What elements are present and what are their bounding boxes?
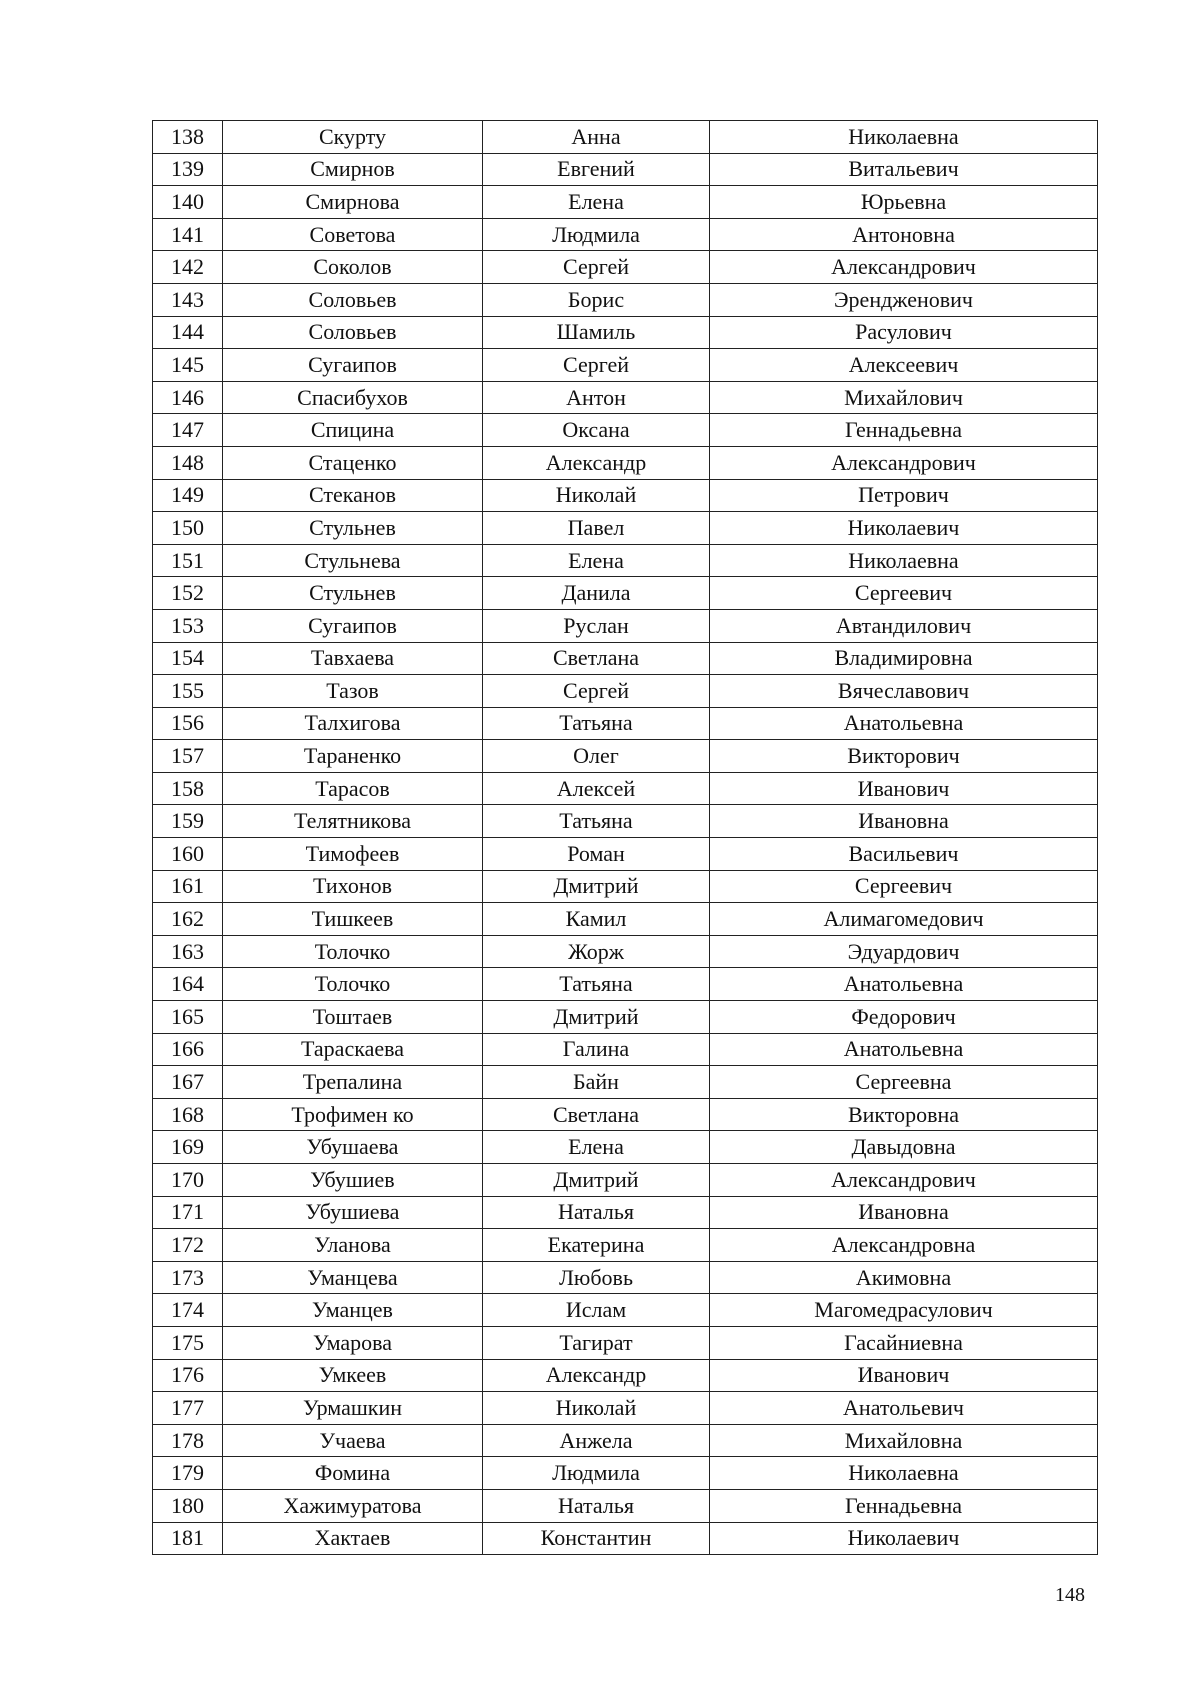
first-name-cell: Евгений — [483, 153, 710, 186]
patronymic-cell: Расулович — [710, 316, 1098, 349]
patronymic-cell: Сергеевич — [710, 577, 1098, 610]
patronymic-cell: Эрендженович — [710, 283, 1098, 316]
first-name-cell: Ислам — [483, 1294, 710, 1327]
first-name-cell: Татьяна — [483, 707, 710, 740]
first-name-cell: Наталья — [483, 1196, 710, 1229]
last-name-cell: Спасибухов — [223, 381, 483, 414]
table-row — [153, 316, 1098, 349]
row-number-cell: 177 — [153, 1392, 223, 1425]
last-name-cell: Тоштаев — [223, 1001, 483, 1034]
first-name-cell: Байн — [483, 1066, 710, 1099]
last-name-cell: Телятникова — [223, 805, 483, 838]
row-number-cell: 181 — [153, 1522, 223, 1555]
first-name-cell: Александр — [483, 1359, 710, 1392]
row-number-cell: 140 — [153, 186, 223, 219]
first-name-cell: Камил — [483, 903, 710, 936]
row-number-cell: 159 — [153, 805, 223, 838]
first-name-cell: Сергей — [483, 349, 710, 382]
patronymic-cell: Викторович — [710, 740, 1098, 773]
last-name-cell: Смирнов — [223, 153, 483, 186]
row-number-cell: 171 — [153, 1196, 223, 1229]
patronymic-cell: Геннадьевна — [710, 414, 1098, 447]
first-name-cell: Елена — [483, 1131, 710, 1164]
last-name-cell: Сугаипов — [223, 349, 483, 382]
last-name-cell: Умкеев — [223, 1359, 483, 1392]
last-name-cell: Уманцева — [223, 1261, 483, 1294]
first-name-cell: Татьяна — [483, 805, 710, 838]
first-name-cell: Сергей — [483, 675, 710, 708]
row-number-cell: 170 — [153, 1164, 223, 1197]
table-row — [153, 479, 1098, 512]
table-row — [153, 1066, 1098, 1099]
first-name-cell: Дмитрий — [483, 1164, 710, 1197]
last-name-cell: Талхигова — [223, 707, 483, 740]
first-name-cell: Роман — [483, 838, 710, 871]
first-name-cell: Сергей — [483, 251, 710, 284]
last-name-cell: Толочко — [223, 968, 483, 1001]
patronymic-cell: Анатольевна — [710, 707, 1098, 740]
last-name-cell: Тишкеев — [223, 903, 483, 936]
row-number-cell: 147 — [153, 414, 223, 447]
table-row — [153, 1229, 1098, 1262]
last-name-cell: Трофимен ко — [223, 1098, 483, 1131]
first-name-cell: Антон — [483, 381, 710, 414]
table-row — [153, 414, 1098, 447]
patronymic-cell: Ивановна — [710, 1196, 1098, 1229]
last-name-cell: Хажимуратова — [223, 1489, 483, 1522]
row-number-cell: 161 — [153, 870, 223, 903]
table-row — [153, 609, 1098, 642]
last-name-cell: Советова — [223, 218, 483, 251]
row-number-cell: 151 — [153, 544, 223, 577]
patronymic-cell: Владимировна — [710, 642, 1098, 675]
last-name-cell: Тараскаева — [223, 1033, 483, 1066]
row-number-cell: 139 — [153, 153, 223, 186]
patronymic-cell: Акимовна — [710, 1261, 1098, 1294]
patronymic-cell: Анатольевич — [710, 1392, 1098, 1425]
table-row — [153, 707, 1098, 740]
patronymic-cell: Алексеевич — [710, 349, 1098, 382]
table-row — [153, 153, 1098, 186]
first-name-cell: Александр — [483, 446, 710, 479]
patronymic-cell: Николаевна — [710, 121, 1098, 154]
row-number-cell: 165 — [153, 1001, 223, 1034]
last-name-cell: Стаценко — [223, 446, 483, 479]
patronymic-cell: Николаевна — [710, 1457, 1098, 1490]
patronymic-cell: Гасайниевна — [710, 1326, 1098, 1359]
row-number-cell: 158 — [153, 772, 223, 805]
table-row — [153, 251, 1098, 284]
patronymic-cell: Магомедрасулович — [710, 1294, 1098, 1327]
first-name-cell: Елена — [483, 186, 710, 219]
row-number-cell: 172 — [153, 1229, 223, 1262]
patronymic-cell: Александрович — [710, 251, 1098, 284]
last-name-cell: Убушиева — [223, 1196, 483, 1229]
patronymic-cell: Николаевна — [710, 544, 1098, 577]
table-row — [153, 838, 1098, 871]
first-name-cell: Константин — [483, 1522, 710, 1555]
row-number-cell: 173 — [153, 1261, 223, 1294]
first-name-cell: Данила — [483, 577, 710, 610]
table-row — [153, 381, 1098, 414]
row-number-cell: 167 — [153, 1066, 223, 1099]
first-name-cell: Галина — [483, 1033, 710, 1066]
row-number-cell: 163 — [153, 935, 223, 968]
last-name-cell: Тимофеев — [223, 838, 483, 871]
first-name-cell: Олег — [483, 740, 710, 773]
patronymic-cell: Михайлович — [710, 381, 1098, 414]
row-number-cell: 164 — [153, 968, 223, 1001]
first-name-cell: Дмитрий — [483, 870, 710, 903]
first-name-cell: Светлана — [483, 642, 710, 675]
table-row — [153, 1359, 1098, 1392]
table-row — [153, 121, 1098, 154]
last-name-cell: Уланова — [223, 1229, 483, 1262]
row-number-cell: 174 — [153, 1294, 223, 1327]
table-row — [153, 805, 1098, 838]
row-number-cell: 155 — [153, 675, 223, 708]
first-name-cell: Татьяна — [483, 968, 710, 1001]
last-name-cell: Стеканов — [223, 479, 483, 512]
table-row — [153, 935, 1098, 968]
row-number-cell: 145 — [153, 349, 223, 382]
row-number-cell: 146 — [153, 381, 223, 414]
row-number-cell: 144 — [153, 316, 223, 349]
patronymic-cell: Анатольевна — [710, 1033, 1098, 1066]
row-number-cell: 148 — [153, 446, 223, 479]
patronymic-cell: Александрович — [710, 1164, 1098, 1197]
last-name-cell: Стульнев — [223, 577, 483, 610]
row-number-cell: 176 — [153, 1359, 223, 1392]
patronymic-cell: Витальевич — [710, 153, 1098, 186]
row-number-cell: 157 — [153, 740, 223, 773]
patronymic-cell: Викторовна — [710, 1098, 1098, 1131]
first-name-cell: Жорж — [483, 935, 710, 968]
table-row — [153, 675, 1098, 708]
table-row — [153, 446, 1098, 479]
last-name-cell: Урмашкин — [223, 1392, 483, 1425]
table-row — [153, 1522, 1098, 1555]
patronymic-cell: Алимагомедович — [710, 903, 1098, 936]
row-number-cell: 152 — [153, 577, 223, 610]
last-name-cell: Трепалина — [223, 1066, 483, 1099]
row-number-cell: 142 — [153, 251, 223, 284]
last-name-cell: Соколов — [223, 251, 483, 284]
row-number-cell: 175 — [153, 1326, 223, 1359]
patronymic-cell: Федорович — [710, 1001, 1098, 1034]
row-number-cell: 168 — [153, 1098, 223, 1131]
last-name-cell: Сугаипов — [223, 609, 483, 642]
row-number-cell: 162 — [153, 903, 223, 936]
patronymic-cell: Николаевич — [710, 1522, 1098, 1555]
first-name-cell: Дмитрий — [483, 1001, 710, 1034]
row-number-cell: 178 — [153, 1424, 223, 1457]
last-name-cell: Толочко — [223, 935, 483, 968]
table-row — [153, 1294, 1098, 1327]
row-number-cell: 154 — [153, 642, 223, 675]
last-name-cell: Фомина — [223, 1457, 483, 1490]
patronymic-cell: Петрович — [710, 479, 1098, 512]
table-row — [153, 1001, 1098, 1034]
last-name-cell: Хактаев — [223, 1522, 483, 1555]
row-number-cell: 138 — [153, 121, 223, 154]
last-name-cell: Убушиев — [223, 1164, 483, 1197]
first-name-cell: Анна — [483, 121, 710, 154]
patronymic-cell: Анатольевна — [710, 968, 1098, 1001]
patronymic-cell: Давыдовна — [710, 1131, 1098, 1164]
row-number-cell: 160 — [153, 838, 223, 871]
last-name-cell: Тавхаева — [223, 642, 483, 675]
page-number: 148 — [1055, 1584, 1085, 1606]
table-row — [153, 1196, 1098, 1229]
first-name-cell: Шамиль — [483, 316, 710, 349]
table-row — [153, 1164, 1098, 1197]
first-name-cell: Алексей — [483, 772, 710, 805]
patronymic-cell: Александровна — [710, 1229, 1098, 1262]
first-name-cell: Тагират — [483, 1326, 710, 1359]
last-name-cell: Скурту — [223, 121, 483, 154]
first-name-cell: Людмила — [483, 1457, 710, 1490]
roster-table-body — [153, 121, 1098, 1555]
table-row — [153, 1392, 1098, 1425]
first-name-cell: Борис — [483, 283, 710, 316]
last-name-cell: Убушаева — [223, 1131, 483, 1164]
patronymic-cell: Вячеславович — [710, 675, 1098, 708]
table-row — [153, 1326, 1098, 1359]
table-row — [153, 740, 1098, 773]
first-name-cell: Екатерина — [483, 1229, 710, 1262]
row-number-cell: 169 — [153, 1131, 223, 1164]
row-number-cell: 150 — [153, 512, 223, 545]
last-name-cell: Спицина — [223, 414, 483, 447]
table-row — [153, 1261, 1098, 1294]
first-name-cell: Любовь — [483, 1261, 710, 1294]
table-row — [153, 1489, 1098, 1522]
table-row — [153, 577, 1098, 610]
first-name-cell: Павел — [483, 512, 710, 545]
patronymic-cell: Антоновна — [710, 218, 1098, 251]
table-row — [153, 968, 1098, 1001]
last-name-cell: Стульнев — [223, 512, 483, 545]
row-number-cell: 179 — [153, 1457, 223, 1490]
last-name-cell: Стульнева — [223, 544, 483, 577]
patronymic-cell: Александрович — [710, 446, 1098, 479]
table-row — [153, 1131, 1098, 1164]
table-row — [153, 544, 1098, 577]
table-row — [153, 1457, 1098, 1490]
first-name-cell: Оксана — [483, 414, 710, 447]
patronymic-cell: Сергеевна — [710, 1066, 1098, 1099]
first-name-cell: Людмила — [483, 218, 710, 251]
patronymic-cell: Иванович — [710, 772, 1098, 805]
row-number-cell: 180 — [153, 1489, 223, 1522]
table-row — [153, 1098, 1098, 1131]
first-name-cell: Николай — [483, 479, 710, 512]
last-name-cell: Тарасов — [223, 772, 483, 805]
table-row — [153, 186, 1098, 219]
patronymic-cell: Иванович — [710, 1359, 1098, 1392]
last-name-cell: Тихонов — [223, 870, 483, 903]
table-row — [153, 512, 1098, 545]
patronymic-cell: Сергеевич — [710, 870, 1098, 903]
table-row — [153, 349, 1098, 382]
patronymic-cell: Юрьевна — [710, 186, 1098, 219]
table-row — [153, 283, 1098, 316]
last-name-cell: Соловьев — [223, 316, 483, 349]
first-name-cell: Руслан — [483, 609, 710, 642]
table-row — [153, 1033, 1098, 1066]
last-name-cell: Смирнова — [223, 186, 483, 219]
last-name-cell: Умарова — [223, 1326, 483, 1359]
first-name-cell: Наталья — [483, 1489, 710, 1522]
table-row — [153, 870, 1098, 903]
row-number-cell: 149 — [153, 479, 223, 512]
patronymic-cell: Автандилович — [710, 609, 1098, 642]
patronymic-cell: Васильевич — [710, 838, 1098, 871]
first-name-cell: Елена — [483, 544, 710, 577]
row-number-cell: 166 — [153, 1033, 223, 1066]
patronymic-cell: Эдуардович — [710, 935, 1098, 968]
last-name-cell: Уманцев — [223, 1294, 483, 1327]
table-row — [153, 772, 1098, 805]
last-name-cell: Тазов — [223, 675, 483, 708]
first-name-cell: Анжела — [483, 1424, 710, 1457]
row-number-cell: 143 — [153, 283, 223, 316]
row-number-cell: 153 — [153, 609, 223, 642]
last-name-cell: Учаева — [223, 1424, 483, 1457]
patronymic-cell: Михайловна — [710, 1424, 1098, 1457]
last-name-cell: Соловьев — [223, 283, 483, 316]
roster-table — [152, 120, 1098, 1555]
row-number-cell: 156 — [153, 707, 223, 740]
patronymic-cell: Ивановна — [710, 805, 1098, 838]
table-row — [153, 642, 1098, 675]
table-row — [153, 903, 1098, 936]
last-name-cell: Тараненко — [223, 740, 483, 773]
patronymic-cell: Геннадьевна — [710, 1489, 1098, 1522]
first-name-cell: Светлана — [483, 1098, 710, 1131]
table-row — [153, 1424, 1098, 1457]
first-name-cell: Николай — [483, 1392, 710, 1425]
patronymic-cell: Николаевич — [710, 512, 1098, 545]
table-row — [153, 218, 1098, 251]
row-number-cell: 141 — [153, 218, 223, 251]
